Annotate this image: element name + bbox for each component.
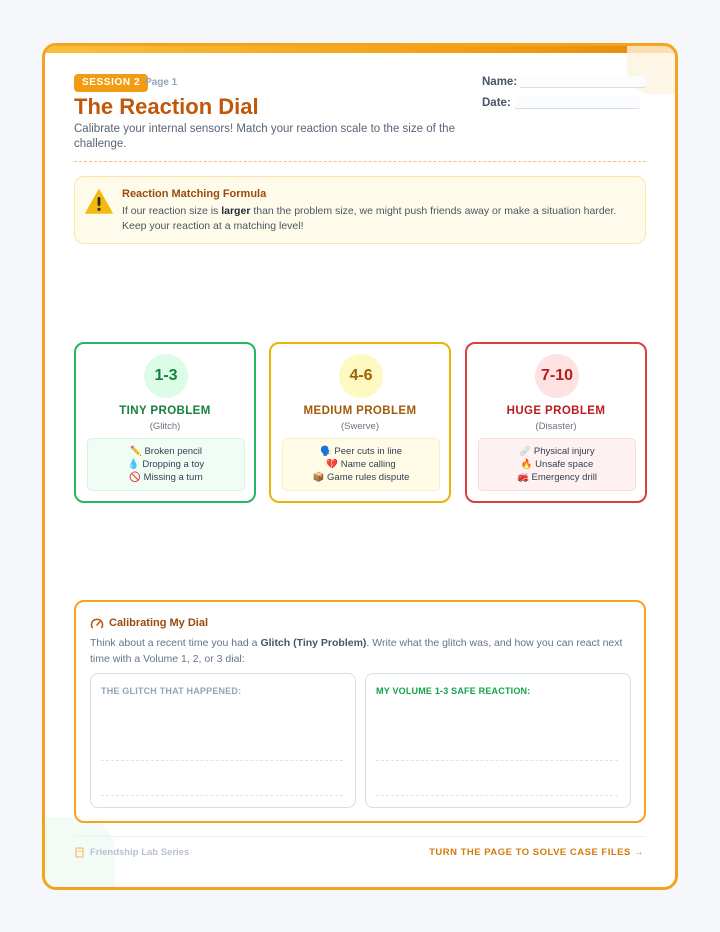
writing-line: [101, 760, 343, 761]
example-item: 💔 Name calling: [326, 459, 396, 470]
callout-emphasis: larger: [221, 205, 251, 217]
card-title: HUGE PROBLEM: [506, 405, 606, 417]
tiny-problem-card: [74, 342, 256, 503]
example-item: 🩹 Physical injury: [519, 446, 595, 457]
writing-line: [376, 760, 618, 761]
callout-text: If our reaction size is larger than the problem size, we might push friends away or make a situation harder. Keep your reaction at a matching level!: [122, 205, 617, 232]
card-subtitle: (Glitch): [149, 421, 181, 432]
notebook-icon: [75, 847, 84, 858]
reaction-write-box[interactable]: [365, 673, 631, 808]
footer-divider: [74, 836, 646, 837]
huge-problem-card: [465, 342, 647, 503]
writing-line: [376, 795, 618, 796]
name-field[interactable]: [519, 76, 646, 88]
name-label: Name:: [482, 76, 518, 88]
series-label: Friendship Lab Series: [90, 847, 190, 858]
example-item: 🗣️ Peer cuts in line: [319, 446, 403, 457]
session-badge: SESSION 2: [74, 74, 148, 92]
callout-title: Reaction Matching Formula: [122, 188, 267, 200]
examples-list: [87, 438, 245, 491]
dial-section-title: Calibrating My Dial: [109, 617, 209, 629]
glitch-write-box[interactable]: [90, 673, 356, 808]
example-item: 🚫 Missing a turn: [129, 472, 203, 483]
examples-list: [478, 438, 636, 491]
examples-list: [282, 438, 440, 491]
example-item: 📦 Game rules dispute: [312, 472, 410, 483]
example-item: ✏️ Broken pencil: [129, 446, 203, 457]
example-item: 🔥 Unsafe space: [520, 459, 594, 470]
warning-icon: [85, 189, 113, 215]
card-title: TINY PROBLEM: [119, 405, 211, 417]
writing-line: [101, 795, 343, 796]
page-subtitle: Calibrate your internal sensors! Match your reaction scale to the size of the challenge.: [74, 123, 455, 150]
card-title: MEDIUM PROBLEM: [303, 405, 417, 417]
write-box-label: MY VOLUME 1-3 SAFE REACTION:: [376, 686, 531, 696]
card-subtitle: (Swerve): [340, 421, 379, 432]
range-circle: 7-10: [535, 354, 579, 398]
dial-instructions: Think about a recent time you had a Glitch (Tiny Problem). Write what the glitch was, and how you can react next time with a Volume 1, 2, or 3 dial:: [90, 637, 623, 665]
card-subtitle: (Disaster): [535, 421, 577, 432]
next-page-link[interactable]: TURN THE PAGE TO SOLVE CASE FILES →: [429, 847, 644, 858]
formula-callout: [74, 176, 646, 244]
date-label: Date:: [482, 97, 511, 109]
header-divider: [74, 161, 646, 162]
medium-problem-card: [269, 342, 451, 503]
range-circle: 4-6: [339, 354, 383, 398]
example-item: 💧 Dropping a toy: [127, 459, 205, 470]
page-title: The Reaction Dial: [74, 94, 259, 119]
gauge-icon: [90, 617, 104, 631]
write-box-label: THE GLITCH THAT HAPPENED:: [101, 686, 242, 696]
top-accent-bar: [45, 46, 675, 53]
page-label: Page 1: [145, 77, 178, 88]
example-item: 🚒 Emergency drill: [517, 472, 597, 483]
date-field[interactable]: [514, 97, 640, 109]
dial-emphasis: Glitch (Tiny Problem): [260, 637, 367, 649]
calibrating-dial-section: [74, 600, 646, 823]
worksheet-page: [42, 43, 678, 890]
range-circle: 1-3: [144, 354, 188, 398]
